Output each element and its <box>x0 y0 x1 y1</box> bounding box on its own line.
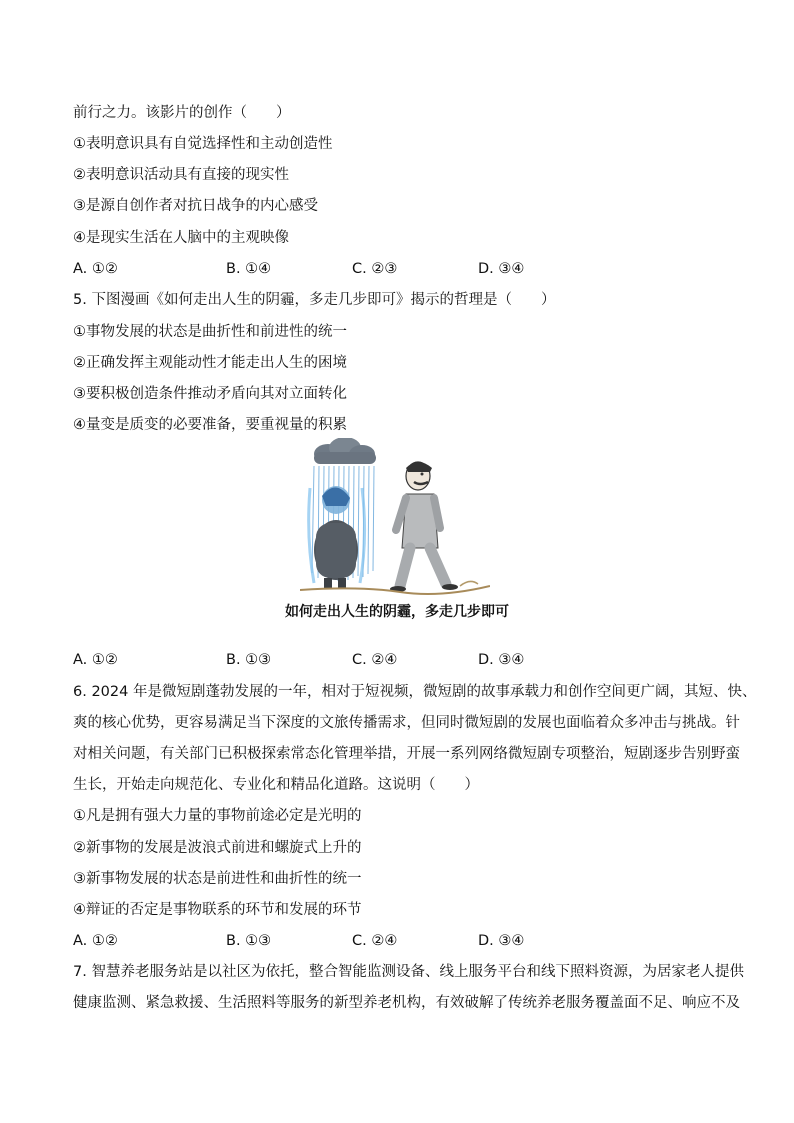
q4-item-3: ③是源自创作者对抗日战争的内心感受 <box>73 198 318 214</box>
rain-cloud-icon <box>314 438 376 464</box>
q5-item-2: ②正确发挥主观能动性才能走出人生的困境 <box>73 355 347 371</box>
q4-option-d: D. ③④ <box>478 261 525 277</box>
q6-option-d: D. ③④ <box>478 933 525 949</box>
q4-option-c: C. ②③ <box>352 261 398 277</box>
q6-stem-line-4: 生长，开始走向规范化、专业化和精品化道路。这说明（ ） <box>73 777 479 793</box>
q5-stem: 5. 下图漫画《如何走出人生的阴霾，多走几步即可》揭示的哲理是（ ） <box>73 292 556 308</box>
cartoon-caption: 如何走出人生的阴霾，多走几步即可 <box>285 604 509 620</box>
q6-stem-line-2: 爽的核心优势，更容易满足当下深度的文旅传播需求，但同时微短剧的发展也面临着众多冲击与挑战。针 <box>73 715 740 731</box>
q5-option-a: A. ①② <box>73 652 118 668</box>
q4-stem-continuation: 前行之力。该影片的创作（ ） <box>73 105 291 121</box>
q6-stem-line-1: 6. 2024 年是微短剧蓬勃发展的一年，相对于短视频，微短剧的故事承载力和创作空间更广阔，其短、快、 <box>73 684 757 700</box>
q6-item-1: ①凡是拥有强大力量的事物前途必定是光明的 <box>73 808 362 824</box>
q6-option-c: C. ②④ <box>352 933 398 949</box>
q5-option-d: D. ③④ <box>478 652 525 668</box>
q6-stem-line-3: 对相关问题，有关部门已积极探索常态化管理举措，开展一系列网络微短剧专项整治，短剧逐步告别野蛮 <box>73 746 740 762</box>
q5-option-b: B. ①③ <box>226 652 272 668</box>
q7-stem-line-1: 7. 智慧养老服务站是以社区为依托，整合智能监测设备、线上服务平台和线下照料资源，为居家老人提供 <box>73 964 744 980</box>
standing-person-figure <box>309 486 365 588</box>
q6-item-4: ④辩证的否定是事物联系的环节和发展的环节 <box>73 902 362 918</box>
q5-item-3: ③要积极创造条件推动矛盾向其对立面转化 <box>73 386 347 402</box>
q7-stem-line-2: 健康监测、紧急救援、生活照料等服务的新型养老机构，有效破解了传统养老服务覆盖面不足、响应不及 <box>73 995 740 1011</box>
q4-option-b: B. ①④ <box>226 261 272 277</box>
q4-option-a: A. ①② <box>73 261 118 277</box>
q5-item-1: ①事物发展的状态是曲折性和前进性的统一 <box>73 324 347 340</box>
q4-item-4: ④是现实生活在人脑中的主观映像 <box>73 230 289 246</box>
q5-item-4: ④量变是质变的必要准备，要重视量的积累 <box>73 417 347 433</box>
q5-option-c: C. ②④ <box>352 652 398 668</box>
walking-man-figure <box>390 462 458 592</box>
cartoon-illustration <box>300 438 490 598</box>
q6-option-a: A. ①② <box>73 933 118 949</box>
q6-item-2: ②新事物的发展是波浪式前进和螺旋式上升的 <box>73 840 362 856</box>
q4-item-2: ②表明意识活动具有直接的现实性 <box>73 167 289 183</box>
q6-option-b: B. ①③ <box>226 933 272 949</box>
q4-item-1: ①表明意识具有自觉选择性和主动创造性 <box>73 136 333 152</box>
q6-item-3: ③新事物发展的状态是前进性和曲折性的统一 <box>73 871 362 887</box>
